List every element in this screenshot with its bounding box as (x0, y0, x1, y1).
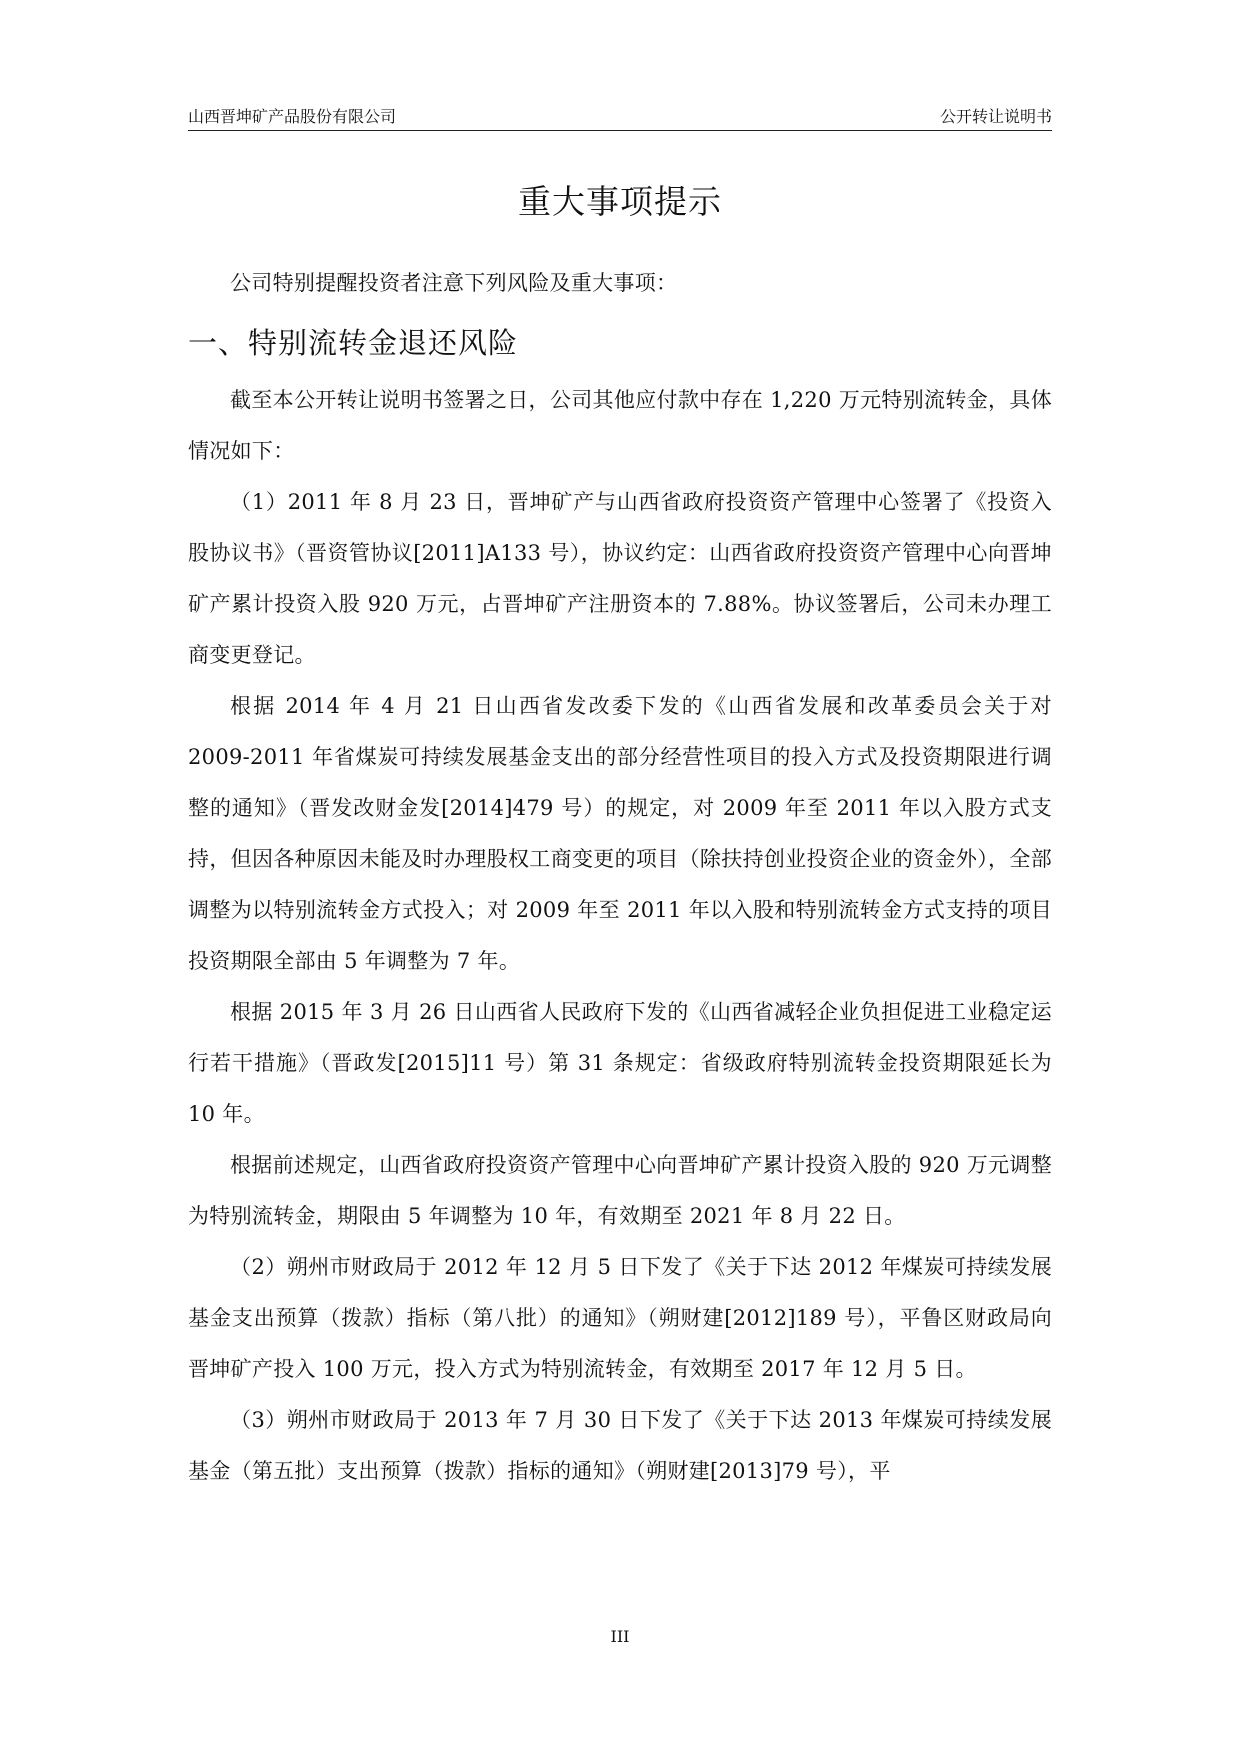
document-body (188, 258, 1052, 1497)
header-company-name: 山西晋坤矿产品股份有限公司 (188, 107, 397, 126)
paragraph-regulation-2014: 根据 2014 年 4 月 21 日山西省发改委下发的《山西省发展和改革委员会关于对 2009-2011 年省煤炭可持续发展基金支出的部分经营性项目的投入方式及投资期限进行调整的通知》（晋发改财金发[2014]479 号）的规定，对 2009 年至 2011 年以入股方式支持，但因各种原因未能及时办理股权工商变更的项目（除扶持创业投资企业的资金外），全部调整为以特别流转金方式投入；对 2009 年至 2011 年以入股和特别流转金方式支持的项目投资期限全部由 5 年调整为 7 年。 (188, 694, 1052, 973)
page-header (188, 104, 1052, 131)
page-number: III (610, 1627, 630, 1646)
paragraph-summary: 截至本公开转让说明书签署之日，公司其他应付款中存在 1,220 万元特别流转金，具体情况如下： (188, 388, 1052, 463)
header-document-type: 公开转让说明书 (939, 107, 1052, 126)
page-title: 重大事项提示 (518, 182, 722, 221)
paragraph-item-1: （1）2011 年 8 月 23 日，晋坤矿产与山西省政府投资资产管理中心签署了《投资入股协议书》（晋资管协议[2011]A133 号），协议约定：山西省政府投资资产管理中心向晋坤矿产累计投资入股 920 万元，占晋坤矿产注册资本的 7.88%。协议签署后，公司未办理工商变更登记。 (188, 490, 1052, 667)
paragraph-conclusion: 根据前述规定，山西省政府投资资产管理中心向晋坤矿产累计投资入股的 920 万元调整为特别流转金，期限由 5 年调整为 10 年，有效期至 2021 年 8 月 22 日。 (188, 1153, 1052, 1228)
paragraph-regulation-2015: 根据 2015 年 3 月 26 日山西省人民政府下发的《山西省减轻企业负担促进工业稳定运行若干措施》（晋政发[2015]11 号）第 31 条规定：省级政府特别流转金投资期限延长为 10 年。 (188, 1000, 1052, 1126)
paragraph-item-3: （3）朔州市财政局于 2013 年 7 月 30 日下发了《关于下达 2013 年煤炭可持续发展基金（第五批）支出预算（拨款）指标的通知》（朔财建[2013]79 号），平 (188, 1408, 1052, 1483)
paragraph-item-2: （2）朔州市财政局于 2012 年 12 月 5 日下发了《关于下达 2012 年煤炭可持续发展基金支出预算（拨款）指标（第八批）的通知》（朔财建[2012]189 号），平鲁区财政局向晋坤矿产投入 100 万元，投入方式为特别流转金，有效期至 2017 年 12 月 5 日。 (188, 1255, 1052, 1381)
intro-paragraph: 公司特别提醒投资者注意下列风险及重大事项： (230, 271, 678, 295)
section-heading: 一、特别流转金退还风险 (188, 326, 519, 360)
